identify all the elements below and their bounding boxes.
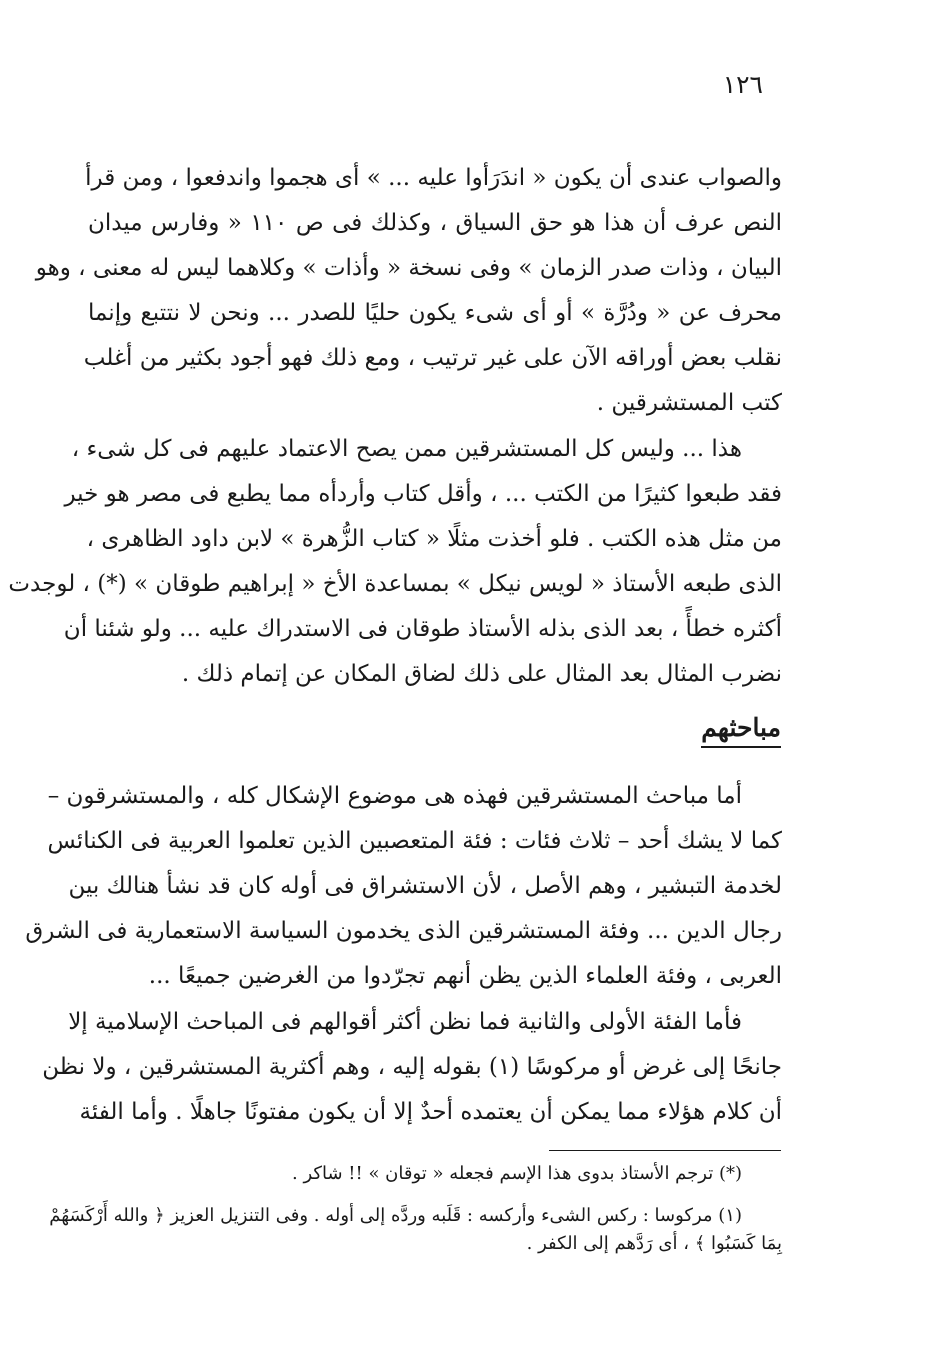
text-line: والصواب عندى أن يكون « اندَرَأوا عليه ... » أى هجموا واندفعوا ، ومن قرأ: [85, 165, 782, 191]
footnote-one: (١) مركوسا : ركس الشىء وأركسه : قَلَبه وردَّه إلى أوله . وفى التنزيل العزيز ﴿ والله أَرْكَسَهُمْ: [49, 1205, 742, 1226]
text-line: كما لا يشك أحد – ثلاث فئات : فئة المتعصبين الذين تعلموا العربية فى الكنائس: [47, 828, 782, 854]
text-line: نقلب بعض أوراقه الآن على غير ترتيب ، ومع ذلك فهو أجود بكثير من أغلب: [83, 345, 782, 371]
text-line: محرف عن « ودُرَّة » أو أى شىء يكون حليًا للصدر ... ونحن لا نتتبع وإنما: [88, 300, 782, 326]
text-line: لخدمة التبشير ، وهم الأصل ، لأن الاستشراق فى أوله كان قد نشأ هنالك بين: [68, 873, 782, 899]
text-line: البيان ، وذات صدر الزمان » وفى نسخة « وأذات » وكلاهما ليس له معنى ، وهو: [35, 255, 782, 281]
text-line: النص عرف أن هذا هو حق السياق ، وكذلك فى ص ١١٠ « وفارس ميدان: [88, 210, 782, 236]
text-line: فقد طبعوا كثيرًا من الكتب ... ، وأقل كتاب وأردأه مما يطبع فى مصر هو خير: [64, 481, 782, 507]
paragraph-4: [42, 1000, 782, 1135]
footnotes: [49, 1160, 782, 1258]
paragraph-2: [8, 427, 782, 697]
text-line: فأما الفئة الأولى والثانية فما نظن أكثر أقوالهم فى المباحث الإسلامية إلا: [68, 1009, 742, 1035]
text-line: أن كلام هؤلاء مما يمكن أن يعتمده أحدٌ إلا أن يكون مفتونًا جاهلًا . وأما الفئة: [79, 1099, 782, 1125]
text-line: أكثره خطأً ، بعد الذى بذله الأستاذ طوقان فى الاستدراك عليه ... ولو شئنا أن: [63, 616, 782, 642]
text-line: جانحًا إلى غرض أو مركوسًا (١) بقوله إليه ، وهم أكثرية المستشرقين ، ولا نظن: [42, 1054, 782, 1080]
footnote-divider: [549, 1150, 781, 1151]
footnote-one-continued: بِمَا كَسَبُوا ﴾ ، أى رَدَّهم إلى الكفر .: [526, 1233, 782, 1254]
text-line: العربى ، وفئة العلماء الذين يظن أنهم تجرّدوا من الغرضين جميعًا ...: [148, 963, 782, 989]
paragraph-3: [25, 774, 782, 999]
paragraph-1: [35, 156, 782, 426]
text-line: نضرب المثال بعد المثال على ذلك لضاق المكان عن إتمام ذلك .: [181, 661, 782, 687]
text-line: كتب المستشرقين .: [596, 390, 782, 416]
text-line: أما مباحث المستشرقين فهذه هى موضوع الإشكال كله ، والمستشرقون –: [47, 783, 742, 809]
text-line: الذى طبعه الأستاذ « لويس نيكل » بمساعدة الأخ « إبراهيم طوقان » (*) ، لوجدت: [8, 571, 782, 597]
page-number: ١٢٦: [722, 70, 763, 99]
footnote-star: (*) ترجم الأستاذ بدوى هذا الإسم فجعله « توقان » !! شاكر .: [292, 1163, 742, 1184]
section-heading: مباحثهم: [701, 712, 781, 748]
text-line: رجال الدين ... وفئة المستشرقين الذى يخدمون السياسة الاستعمارية فى الشرق: [25, 918, 782, 944]
text-line: هذا ... وليس كل المستشرقين ممن يصح الاعتماد عليهم فى كل شىء ،: [71, 436, 742, 462]
text-line: من مثل هذه الكتب . فلو أخذت مثلًا « كتاب الزُّهرة » لابن داود الظاهرى ،: [86, 526, 782, 552]
